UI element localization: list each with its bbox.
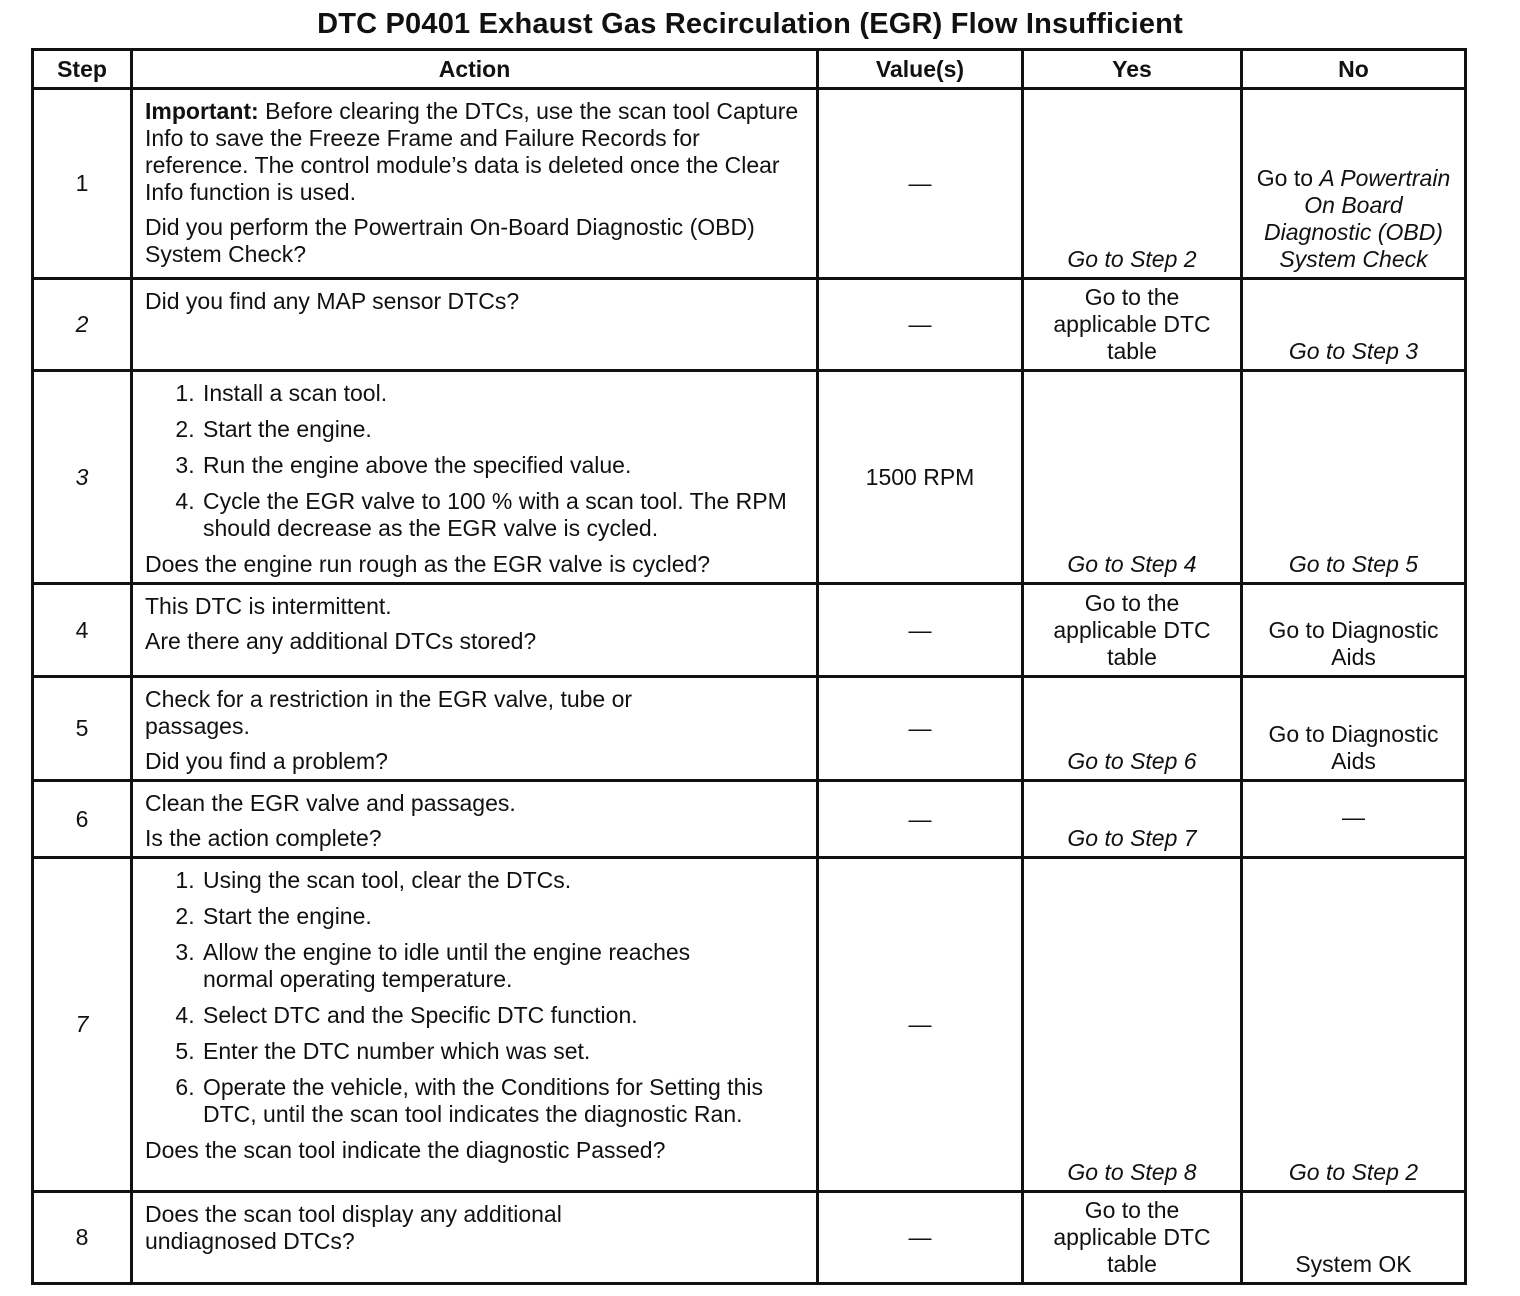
table-row: [33, 279, 1466, 371]
instruction-item: 2. Start the engine.: [201, 416, 806, 443]
yes-link[interactable]: Go to the applicable DTC table: [1023, 279, 1242, 371]
instruction-item: 3. Run the engine above the specified value.: [201, 452, 806, 479]
important-note: [145, 98, 806, 206]
step-number: 2: [33, 279, 132, 371]
instruction-list: [145, 867, 806, 1128]
table-row: [33, 781, 1466, 858]
action-cell: [132, 677, 818, 781]
table-row: [33, 677, 1466, 781]
instruction-item: 1. Install a scan tool.: [201, 380, 806, 407]
action-cell: [132, 89, 818, 279]
action-question: Does the engine run rough as the EGR valve is cycled?: [145, 551, 711, 577]
action-question: Is the action complete?: [145, 825, 382, 851]
action-cell: [132, 279, 818, 371]
yes-link[interactable]: Go to Step 2: [1023, 89, 1242, 279]
action-cell: [132, 781, 818, 858]
action-question: Did you find a problem?: [145, 748, 388, 774]
action-text: Check for a restriction in the EGR valve, tube or passages.: [145, 686, 633, 739]
instruction-item: 4. Select DTC and the Specific DTC function.: [201, 1002, 806, 1029]
table-row: [33, 858, 1466, 1192]
table-row: [33, 584, 1466, 677]
step-number: 6: [33, 781, 132, 858]
no-link[interactable]: Go to Step 5: [1242, 371, 1466, 584]
no-prefix: Go to: [1256, 165, 1320, 191]
header-step: Step: [33, 50, 132, 89]
instruction-item: 6. Operate the vehicle, with the Conditions for Setting this DTC, until the scan tool indicates the diagnostic Ran.: [201, 1074, 806, 1128]
value-cell: 1500 RPM: [818, 371, 1023, 584]
yes-link[interactable]: Go to Step 7: [1023, 781, 1242, 858]
important-text: Before clearing the DTCs, use the scan tool Capture Info to save the Freeze Frame and Failure Records for reference. The control module’s data is deleted once the Clear Info function is used.: [145, 98, 799, 205]
no-link[interactable]: [1242, 89, 1466, 279]
table-row: [33, 1192, 1466, 1284]
value-cell: —: [818, 279, 1023, 371]
instruction-item: 2. Start the engine.: [201, 903, 806, 930]
yes-link[interactable]: Go to Step 4: [1023, 371, 1242, 584]
value-cell: —: [818, 1192, 1023, 1284]
step-number: 1: [33, 89, 132, 279]
action-cell: [132, 584, 818, 677]
value-cell: —: [818, 858, 1023, 1192]
header-yes: Yes: [1023, 50, 1242, 89]
yes-link[interactable]: Go to the applicable DTC table: [1023, 1192, 1242, 1284]
no-link[interactable]: Go to Step 2: [1242, 858, 1466, 1192]
header-no: No: [1242, 50, 1466, 89]
yes-link[interactable]: Go to the applicable DTC table: [1023, 584, 1242, 677]
instruction-item: 4. Cycle the EGR valve to 100 % with a scan tool. The RPM should decrease as the EGR valve is cycled.: [201, 488, 806, 542]
instruction-item: 1. Using the scan tool, clear the DTCs.: [201, 867, 806, 894]
no-value: —: [1242, 781, 1466, 858]
step-number: 5: [33, 677, 132, 781]
value-cell: —: [818, 584, 1023, 677]
value-cell: —: [818, 677, 1023, 781]
no-link[interactable]: Go to Diagnostic Aids: [1242, 584, 1466, 677]
action-text: Clean the EGR valve and passages.: [145, 790, 516, 816]
step-number: 4: [33, 584, 132, 677]
no-link[interactable]: Go to Diagnostic Aids: [1242, 677, 1466, 781]
step-number: 3: [33, 371, 132, 584]
no-value: System OK: [1242, 1192, 1466, 1284]
instruction-list: [145, 380, 806, 542]
diagnostic-table: [31, 48, 1467, 1285]
action-cell: [132, 858, 818, 1192]
action-cell: [132, 1192, 818, 1284]
action-question: Did you find any MAP sensor DTCs?: [145, 288, 520, 314]
page-title: DTC P0401 Exhaust Gas Recirculation (EGR) Flow Insufficient: [317, 8, 1183, 40]
action-question: Are there any additional DTCs stored?: [145, 628, 537, 654]
value-cell: —: [818, 781, 1023, 858]
yes-link[interactable]: Go to Step 8: [1023, 858, 1242, 1192]
no-link[interactable]: Go to Step 3: [1242, 279, 1466, 371]
step-number: 8: [33, 1192, 132, 1284]
no-link-italic: A Powertrain On Board Diagnostic (OBD) System Check: [1264, 165, 1451, 272]
action-question: Does the scan tool display any additional undiagnosed DTCs?: [145, 1201, 562, 1254]
action-cell: [132, 371, 818, 584]
yes-link[interactable]: Go to Step 6: [1023, 677, 1242, 781]
header-action: Action: [132, 50, 818, 89]
value-cell: —: [818, 89, 1023, 279]
header-values: Value(s): [818, 50, 1023, 89]
step-number: 7: [33, 858, 132, 1192]
action-question: Does the scan tool indicate the diagnostic Passed?: [145, 1137, 666, 1163]
table-row: [33, 89, 1466, 279]
table-header-row: [33, 50, 1466, 89]
table-row: [33, 371, 1466, 584]
action-text: This DTC is intermittent.: [145, 593, 392, 619]
instruction-item: 3. Allow the engine to idle until the engine reaches normal operating temperature.: [201, 939, 806, 993]
important-label: Important:: [145, 98, 259, 124]
action-question: Did you perform the Powertrain On-Board Diagnostic (OBD) System Check?: [145, 214, 755, 267]
instruction-item: 5. Enter the DTC number which was set.: [201, 1038, 806, 1065]
